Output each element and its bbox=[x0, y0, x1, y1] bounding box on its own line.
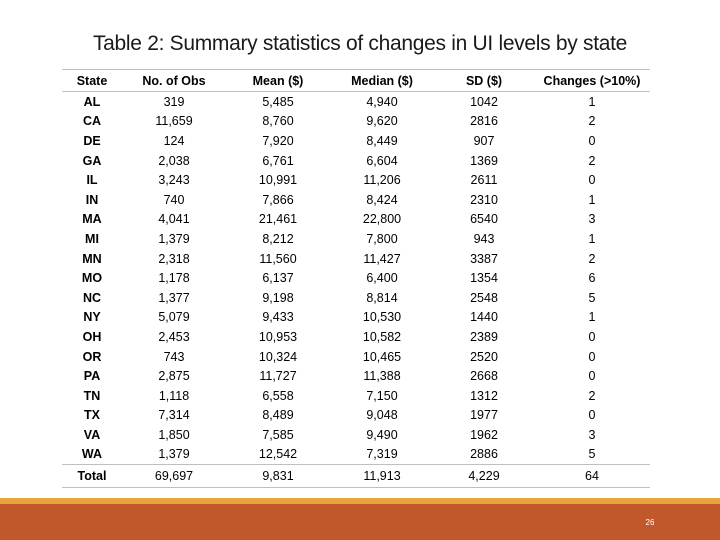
cell-state: NY bbox=[83, 310, 101, 325]
cell-changes: 2 bbox=[588, 251, 596, 266]
cell-median: 4,940 bbox=[366, 94, 398, 109]
cell-sd: 1312 bbox=[470, 388, 498, 403]
cell-sd: 2816 bbox=[470, 114, 498, 129]
cell-changes: 2 bbox=[588, 153, 596, 168]
total-changes: 64 bbox=[534, 465, 650, 488]
cell-median: 10,465 bbox=[362, 349, 402, 364]
cell-obs: 4,041 bbox=[158, 212, 190, 227]
cell-sd: 2886 bbox=[470, 447, 498, 462]
cell-state: MA bbox=[82, 212, 102, 227]
cell-median: 7,150 bbox=[366, 388, 398, 403]
cell-changes: 5 bbox=[588, 447, 596, 462]
cell-state: AL bbox=[83, 94, 101, 109]
table-row bbox=[62, 131, 650, 151]
table-header-row bbox=[62, 70, 650, 92]
cell-median: 22,800 bbox=[362, 212, 402, 227]
cell-mean: 7,920 bbox=[262, 133, 294, 148]
table-row bbox=[62, 327, 650, 347]
cell-mean: 6,558 bbox=[262, 388, 294, 403]
cell-mean: 9,198 bbox=[262, 290, 294, 305]
cell-median: 11,206 bbox=[363, 173, 401, 188]
column-header-obs: No. of Obs bbox=[122, 70, 226, 92]
cell-state: MI bbox=[85, 231, 99, 246]
total-median: 11,913 bbox=[330, 465, 434, 488]
cell-state: MN bbox=[82, 251, 102, 266]
cell-median: 11,388 bbox=[363, 369, 401, 384]
cell-state: OR bbox=[82, 349, 102, 364]
cell-obs: 740 bbox=[163, 192, 185, 207]
cell-median: 10,582 bbox=[362, 329, 402, 344]
table-row bbox=[62, 210, 650, 230]
summary-statistics-table bbox=[62, 69, 650, 488]
summary-table-container bbox=[62, 69, 650, 488]
table-body bbox=[62, 92, 650, 465]
cell-mean: 7,585 bbox=[262, 427, 294, 442]
total-obs: 69,697 bbox=[122, 465, 226, 488]
table-row bbox=[62, 308, 650, 328]
table-row bbox=[62, 386, 650, 406]
cell-mean: 10,324 bbox=[258, 349, 298, 364]
cell-changes: 3 bbox=[588, 212, 596, 227]
cell-sd: 907 bbox=[473, 133, 495, 148]
cell-obs: 7,314 bbox=[158, 408, 190, 423]
total-mean: 9,831 bbox=[226, 465, 330, 488]
table-row bbox=[62, 92, 650, 112]
cell-state: TN bbox=[83, 388, 101, 403]
total-sd: 4,229 bbox=[434, 465, 534, 488]
cell-sd: 1440 bbox=[470, 310, 498, 325]
cell-mean: 7,866 bbox=[262, 192, 294, 207]
cell-obs: 1,850 bbox=[158, 427, 190, 442]
cell-state: DE bbox=[83, 133, 101, 148]
cell-median: 7,319 bbox=[366, 447, 398, 462]
cell-sd: 6540 bbox=[470, 212, 498, 227]
cell-changes: 1 bbox=[588, 192, 596, 207]
column-header-mean: Mean ($) bbox=[226, 70, 330, 92]
cell-state: WA bbox=[81, 447, 103, 462]
cell-changes: 0 bbox=[588, 369, 596, 384]
cell-obs: 1,118 bbox=[158, 388, 190, 403]
cell-mean: 11,560 bbox=[259, 251, 297, 266]
cell-obs: 1,377 bbox=[158, 290, 190, 305]
cell-sd: 1354 bbox=[470, 271, 498, 286]
table-row bbox=[62, 170, 650, 190]
cell-state: NC bbox=[82, 290, 102, 305]
cell-median: 8,449 bbox=[366, 133, 398, 148]
cell-median: 8,814 bbox=[366, 290, 398, 305]
cell-mean: 11,727 bbox=[259, 369, 297, 384]
table-row bbox=[62, 366, 650, 386]
cell-median: 8,424 bbox=[366, 192, 398, 207]
cell-sd: 2668 bbox=[470, 369, 498, 384]
cell-sd: 1369 bbox=[470, 153, 498, 168]
cell-state: MO bbox=[81, 271, 103, 286]
cell-changes: 0 bbox=[588, 408, 596, 423]
table-row bbox=[62, 406, 650, 426]
cell-mean: 10,991 bbox=[258, 173, 298, 188]
cell-obs: 2,453 bbox=[158, 329, 190, 344]
cell-mean: 9,433 bbox=[262, 310, 294, 325]
column-header-median: Median ($) bbox=[330, 70, 434, 92]
cell-median: 9,620 bbox=[366, 114, 398, 129]
cell-state: GA bbox=[82, 153, 102, 168]
cell-changes: 0 bbox=[588, 349, 596, 364]
table-row bbox=[62, 268, 650, 288]
cell-median: 9,048 bbox=[366, 408, 398, 423]
cell-state: PA bbox=[83, 369, 101, 384]
cell-changes: 1 bbox=[588, 310, 596, 325]
slide-title: Table 2: Summary statistics of changes in UI levels by state bbox=[92, 32, 628, 55]
cell-mean: 21,461 bbox=[258, 212, 298, 227]
column-header-changes: Changes (>10%) bbox=[534, 70, 650, 92]
cell-changes: 0 bbox=[588, 173, 596, 188]
cell-changes: 2 bbox=[588, 388, 596, 403]
cell-state: CA bbox=[82, 114, 102, 129]
cell-changes: 3 bbox=[588, 427, 596, 442]
cell-state: IL bbox=[86, 173, 98, 188]
cell-median: 7,800 bbox=[366, 231, 398, 246]
cell-median: 9,490 bbox=[366, 427, 398, 442]
cell-obs: 124 bbox=[163, 133, 185, 148]
cell-obs: 319 bbox=[163, 94, 185, 109]
cell-changes: 0 bbox=[588, 133, 596, 148]
table-row bbox=[62, 425, 650, 445]
cell-sd: 2389 bbox=[470, 329, 498, 344]
cell-sd: 1042 bbox=[470, 94, 498, 109]
table-total-row bbox=[62, 465, 650, 488]
cell-mean: 8,212 bbox=[262, 231, 294, 246]
cell-state: TX bbox=[84, 408, 100, 423]
column-header-state: State bbox=[62, 70, 122, 92]
cell-changes: 1 bbox=[588, 94, 596, 109]
cell-median: 6,400 bbox=[366, 271, 398, 286]
cell-sd: 943 bbox=[473, 231, 495, 246]
footer-bar bbox=[0, 504, 720, 540]
cell-mean: 8,760 bbox=[262, 114, 294, 129]
cell-changes: 5 bbox=[588, 290, 596, 305]
cell-obs: 5,079 bbox=[158, 310, 190, 325]
total-label: Total bbox=[62, 465, 122, 488]
table-row bbox=[62, 151, 650, 171]
cell-state: OH bbox=[82, 329, 102, 344]
cell-state: VA bbox=[83, 427, 101, 442]
cell-mean: 6,761 bbox=[262, 153, 294, 168]
table-row bbox=[62, 445, 650, 465]
cell-obs: 1,178 bbox=[158, 271, 190, 286]
cell-mean: 5,485 bbox=[262, 94, 294, 109]
table-row bbox=[62, 347, 650, 367]
cell-median: 10,530 bbox=[362, 310, 402, 325]
cell-sd: 2310 bbox=[470, 192, 498, 207]
cell-changes: 2 bbox=[588, 114, 596, 129]
cell-obs: 743 bbox=[163, 349, 185, 364]
cell-obs: 3,243 bbox=[158, 173, 190, 188]
table-row bbox=[62, 288, 650, 308]
cell-sd: 1977 bbox=[470, 408, 498, 423]
cell-obs: 2,038 bbox=[158, 153, 190, 168]
table-row bbox=[62, 229, 650, 249]
cell-changes: 6 bbox=[588, 271, 596, 286]
cell-obs: 1,379 bbox=[158, 231, 190, 246]
cell-mean: 6,137 bbox=[262, 271, 294, 286]
cell-median: 11,427 bbox=[363, 251, 401, 266]
cell-obs: 2,318 bbox=[158, 251, 190, 266]
cell-mean: 8,489 bbox=[262, 408, 294, 423]
cell-sd: 2611 bbox=[470, 173, 498, 188]
cell-obs: 1,379 bbox=[158, 447, 190, 462]
table-row bbox=[62, 190, 650, 210]
cell-median: 6,604 bbox=[366, 153, 398, 168]
cell-changes: 0 bbox=[588, 329, 596, 344]
table-row bbox=[62, 112, 650, 132]
cell-state: IN bbox=[85, 192, 99, 207]
cell-obs: 2,875 bbox=[158, 369, 190, 384]
cell-sd: 2520 bbox=[470, 349, 498, 364]
column-header-sd: SD ($) bbox=[434, 70, 534, 92]
cell-sd: 3387 bbox=[470, 251, 498, 266]
page-number: 26 bbox=[645, 518, 655, 527]
table-row bbox=[62, 249, 650, 269]
cell-mean: 12,542 bbox=[258, 447, 298, 462]
cell-obs: 11,659 bbox=[155, 114, 193, 129]
cell-sd: 2548 bbox=[470, 290, 498, 305]
cell-sd: 1962 bbox=[470, 427, 498, 442]
cell-mean: 10,953 bbox=[258, 329, 298, 344]
cell-changes: 1 bbox=[588, 231, 596, 246]
